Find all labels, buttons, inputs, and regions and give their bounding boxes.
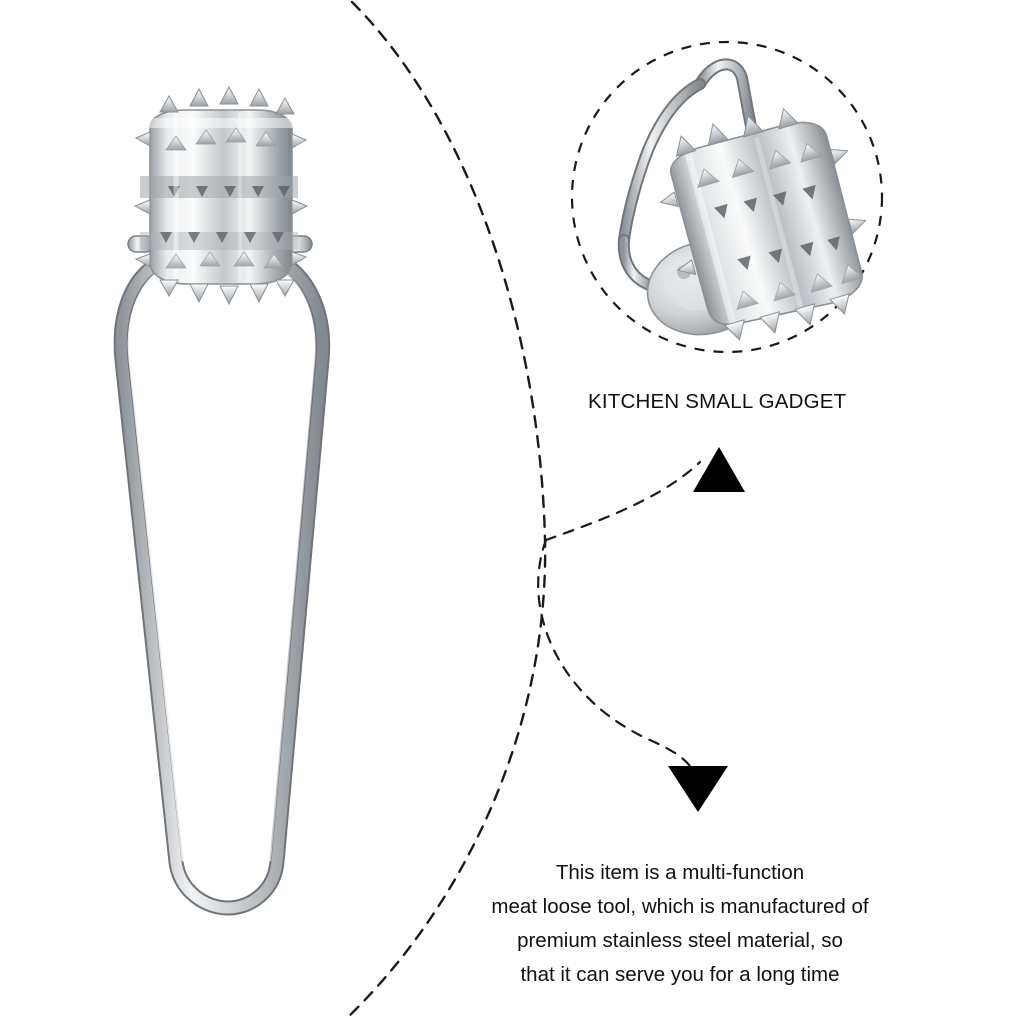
handle-wire — [121, 262, 323, 908]
detail-circle-group — [572, 42, 891, 356]
product-main-image — [121, 87, 323, 908]
description-line-1: This item is a multi-function — [555, 861, 805, 884]
leader-line-upper — [546, 447, 745, 540]
description-line-4: that it can serve you for a long time — [520, 963, 840, 986]
description-block — [430, 856, 930, 992]
gadget-caption: KITCHEN SMALL GADGET — [588, 390, 847, 413]
description-line-2: meat loose tool, which is manufactured of — [491, 895, 869, 918]
leader-line-lower — [538, 540, 728, 812]
triangle-down-icon — [668, 766, 728, 812]
triangle-up-icon — [693, 447, 745, 492]
description-line-3: premium stainless steel material, so — [517, 929, 843, 952]
